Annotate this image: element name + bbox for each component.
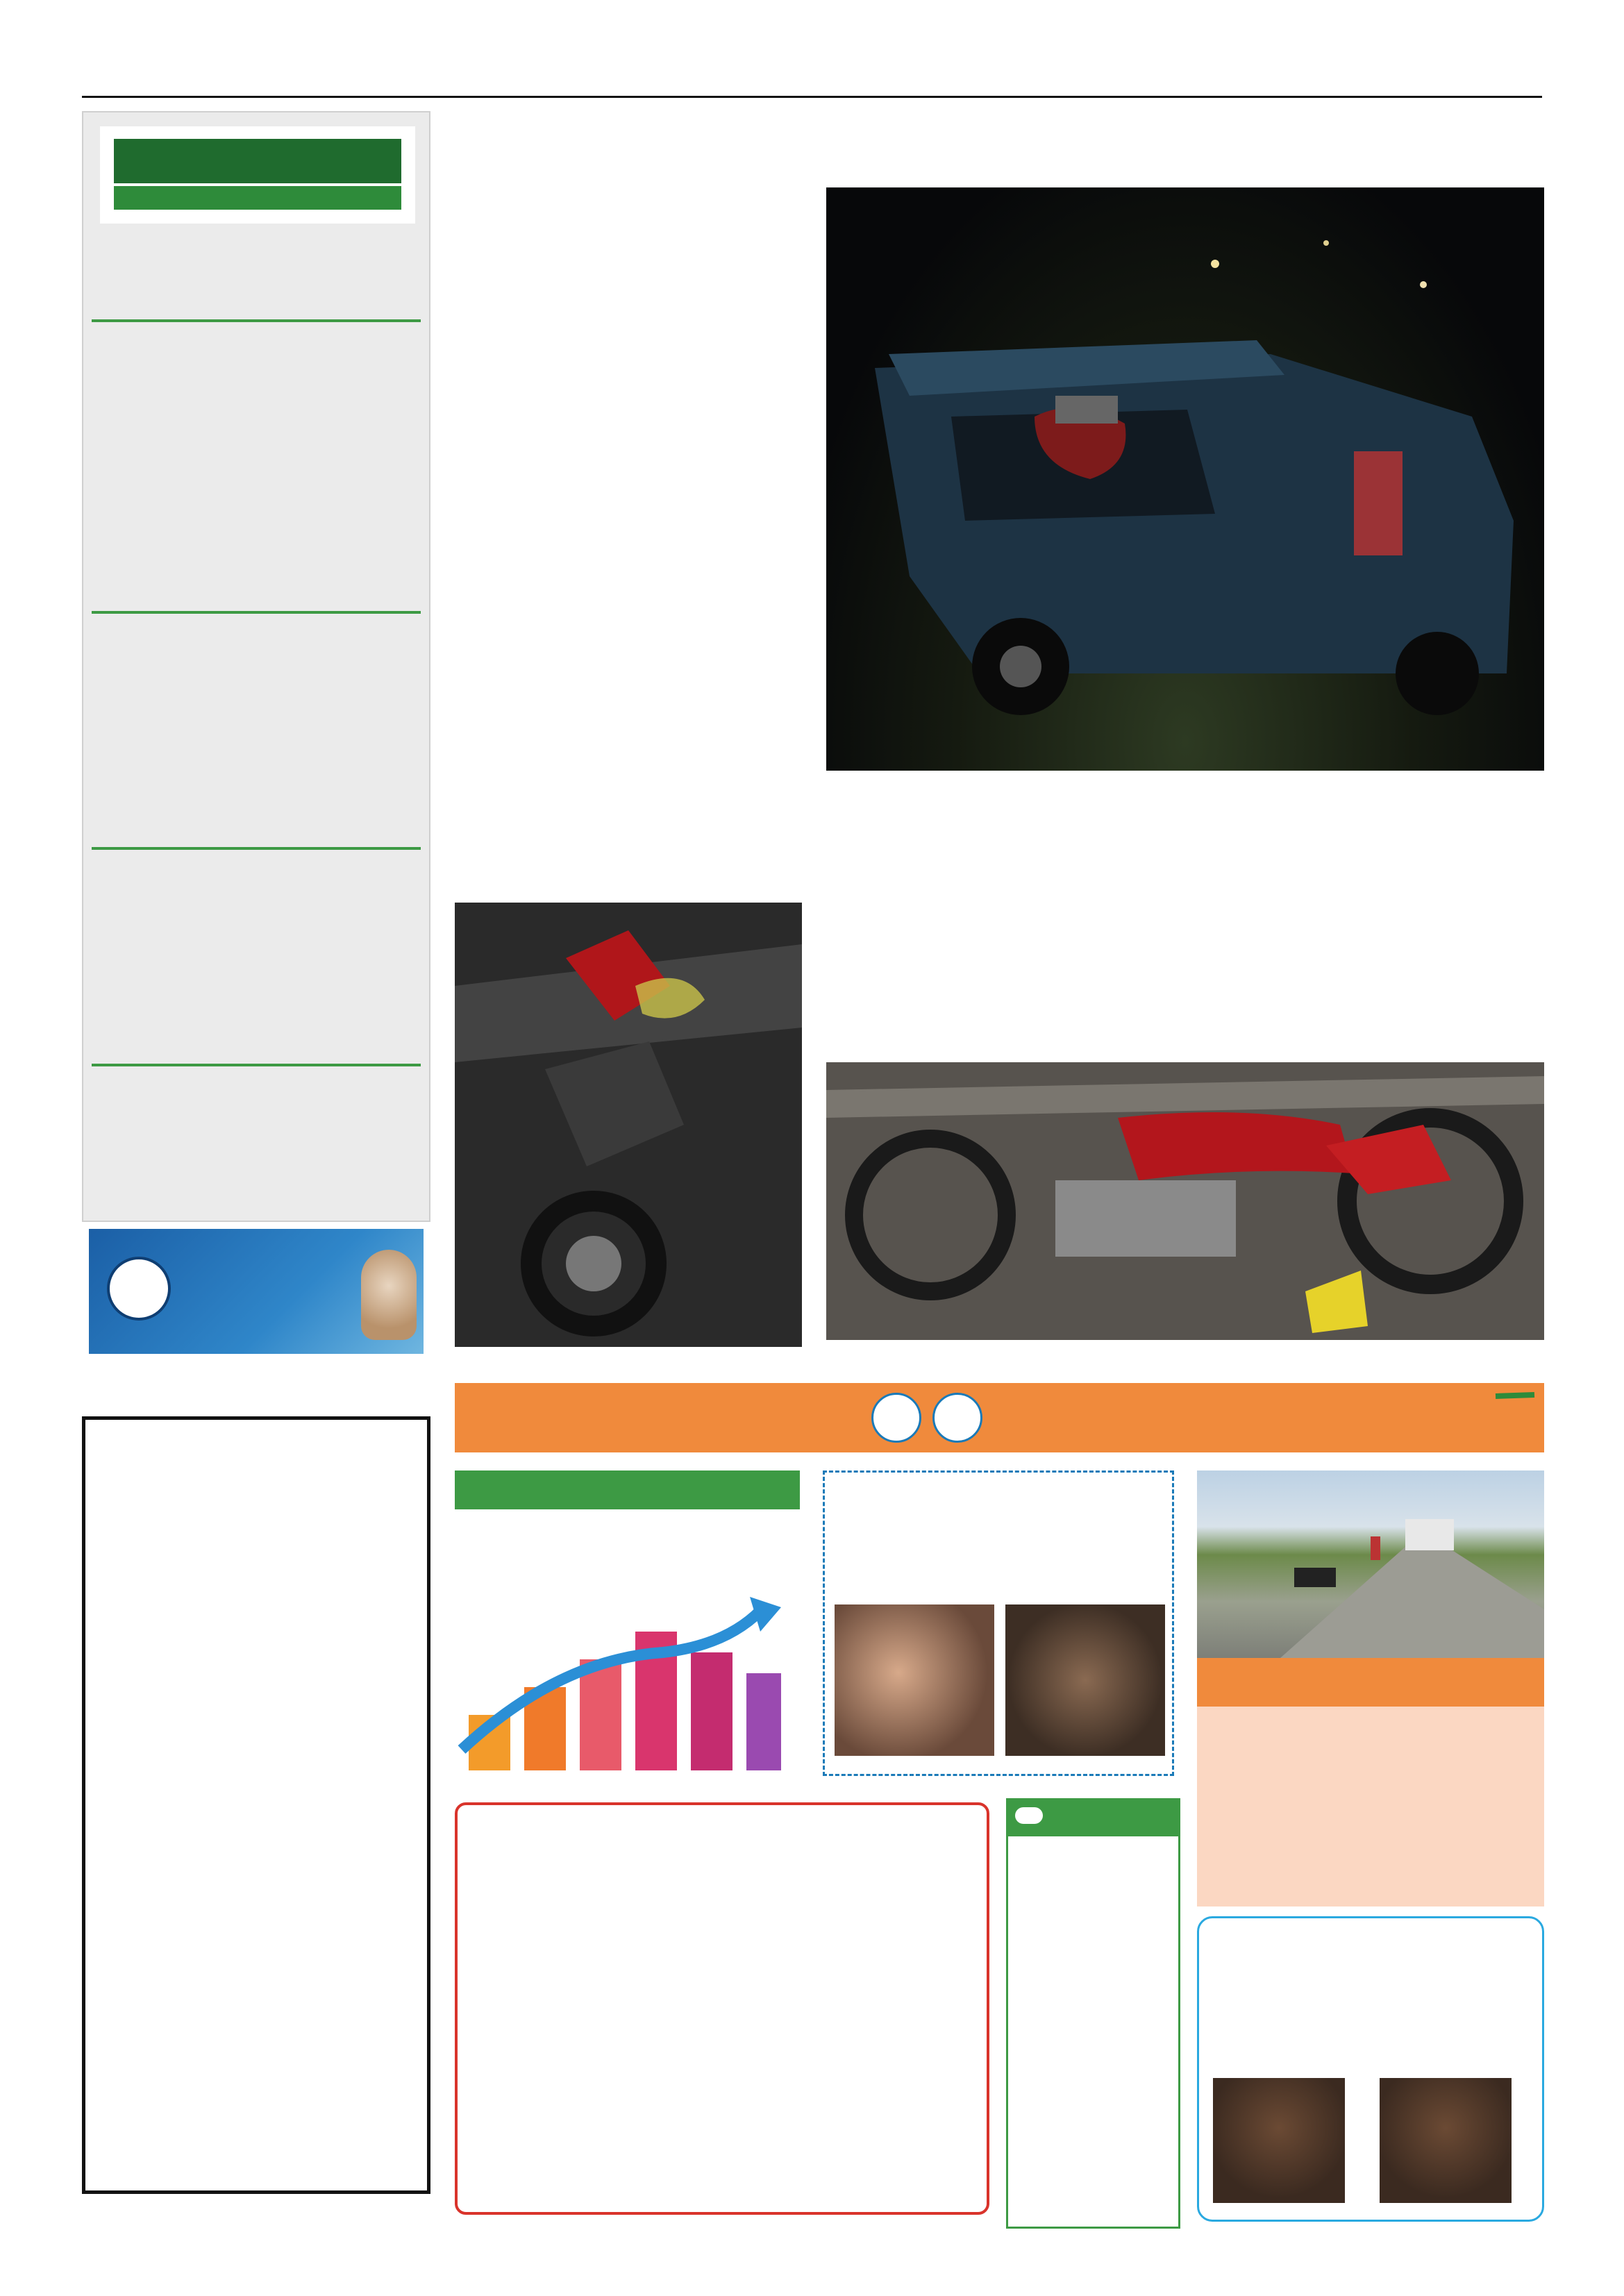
cloud-icon xyxy=(1015,1807,1043,1824)
divider xyxy=(92,319,421,322)
follower-photo-1 xyxy=(1213,2078,1345,2203)
motorcycle-illustration-1 xyxy=(455,903,802,1347)
logo-free-label xyxy=(114,186,401,210)
masthead-panel xyxy=(82,111,430,1222)
divider xyxy=(92,611,421,614)
divider xyxy=(92,1064,421,1066)
spca-banner xyxy=(89,1229,424,1354)
fan-photo-1 xyxy=(835,1604,994,1756)
online-banner xyxy=(455,1383,1544,1452)
website-stats-title xyxy=(455,1470,800,1509)
page-header xyxy=(82,64,1542,96)
road-photo xyxy=(1197,1470,1544,1658)
header-rule xyxy=(82,96,1542,98)
logo-wordmark xyxy=(114,139,401,183)
bakkie-photo xyxy=(826,187,1544,771)
spca-advert[interactable] xyxy=(82,1222,430,1361)
facebook-panel xyxy=(823,1470,1174,1776)
weather-title xyxy=(1008,1800,1178,1836)
please-note-box xyxy=(455,1802,989,2215)
spca-badge-icon xyxy=(107,1257,171,1321)
motorcycle-photo-2 xyxy=(826,1062,1544,1340)
most-read-title xyxy=(1197,1658,1544,1707)
stats-growth-graphic xyxy=(455,1590,800,1777)
motorcycle-photo-1 xyxy=(455,903,802,1347)
facebook-icon[interactable] xyxy=(932,1393,982,1443)
twitter-icon[interactable] xyxy=(871,1393,921,1443)
newspaper-logo xyxy=(100,126,415,224)
twitter-panel xyxy=(1197,1916,1544,2222)
road-illustration xyxy=(1197,1470,1544,1658)
most-read-list xyxy=(1197,1707,1544,1907)
bakkie-illustration xyxy=(826,187,1544,771)
dog-photo xyxy=(361,1250,417,1340)
divider xyxy=(92,847,421,850)
weather-panel xyxy=(1006,1798,1180,2229)
website-url-link[interactable] xyxy=(1496,1392,1534,1399)
notice-box xyxy=(82,1416,430,2194)
follower-photo-2 xyxy=(1380,2078,1512,2203)
fan-photo-2 xyxy=(1005,1604,1165,1756)
motorcycle-illustration-2 xyxy=(826,1062,1544,1340)
